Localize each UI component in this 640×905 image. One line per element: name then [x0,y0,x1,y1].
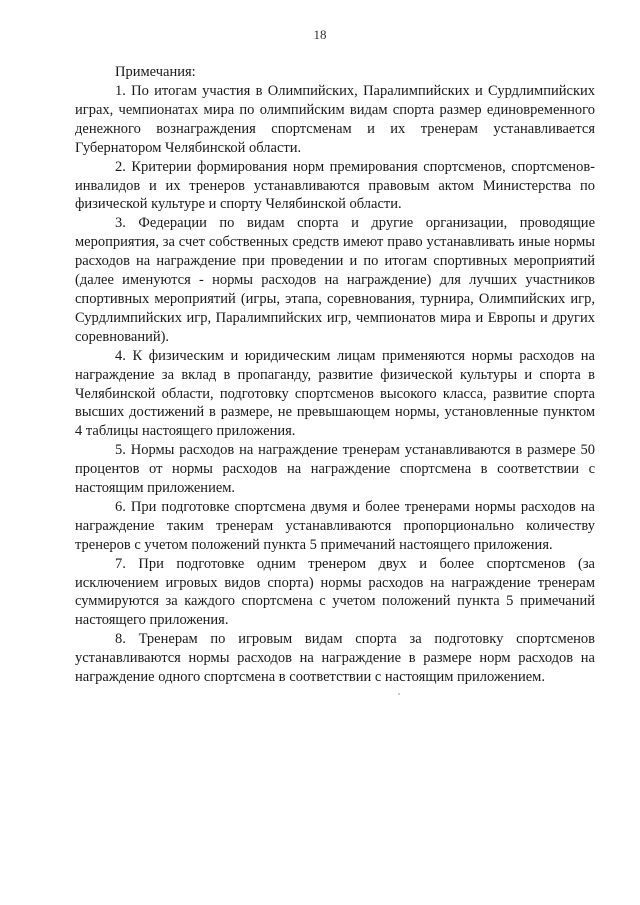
note-paragraph-8: 8. Тренерам по игровым видам спорта за подготовку спортсменов устанавливаются нормы расходов на награждение в размере норм расходов на награждение одного спортсмена в соответствии с настоящим приложением. [75,631,595,686]
note-paragraph-6: 6. При подготовке спортсмена двумя и более тренерами нормы расходов на награждение таким тренерам устанавливаются пропорционально количеству тренеров с учетом положений пункта 5 примечаний настоящего приложения. [75,498,595,553]
note-paragraph-4: 4. К физическим и юридическим лицам применяются нормы расходов на награждение за вклад в пропаганду, развитие физической культуры и спорта в Челябинской области, подготовку спортсменов высокого класса, развитие спорта высших достижений в размере, не превышающем нормы, установленные пунктом 4 таблицы настоящего приложения. [75,347,595,440]
document-body [75,63,595,687]
note-paragraph-7: 7. При подготовке одним тренером двух и более спортсменов (за исключением игровых видов спорта) нормы расходов на награждение тренерам суммируются за каждого спортсмена с учетом положений пункта 5 примечаний настоящего приложения. [75,555,595,629]
scan-speck [398,693,400,695]
notes-title: Примечания: [115,64,196,80]
note-paragraph-2: 2. Критерии формирования норм премирования спортсменов, спортсменов-инвалидов и их тренеров устанавливаются правовым актом Министерства по физической культуре и спорту Челябинской области. [75,158,595,213]
note-paragraph-3: 3. Федерации по видам спорта и другие организации, проводящие мероприятия, за счет собственных средств имеют право устанавливать иные нормы расходов на награждение при проведении и по итогам спортивных мероприятий (далее именуются - нормы расходов на награждение) для лучших участников спортивных мероприятий (игры, этапа, соревнования, турнира, Олимпийских игр, Сурдлимпийских игр, Паралимпийских игр, чемпионатов мира и Европы и других соревнований). [75,215,595,345]
page-number: 18 [313,27,327,42]
note-paragraph-5: 5. Нормы расходов на награждение тренерам устанавливаются в размере 50 процентов от нормы расходов на награждение спортсмена в соответствии с настоящим приложением. [75,442,595,497]
note-paragraph-1: 1. По итогам участия в Олимпийских, Паралимпийских и Сурдлимпийских играх, чемпионатах мира по олимпийским видам спорта размер единовременного денежного вознаграждения спортсменам и их тренерам устанавливается Губернатором Челябинской области. [75,83,595,156]
